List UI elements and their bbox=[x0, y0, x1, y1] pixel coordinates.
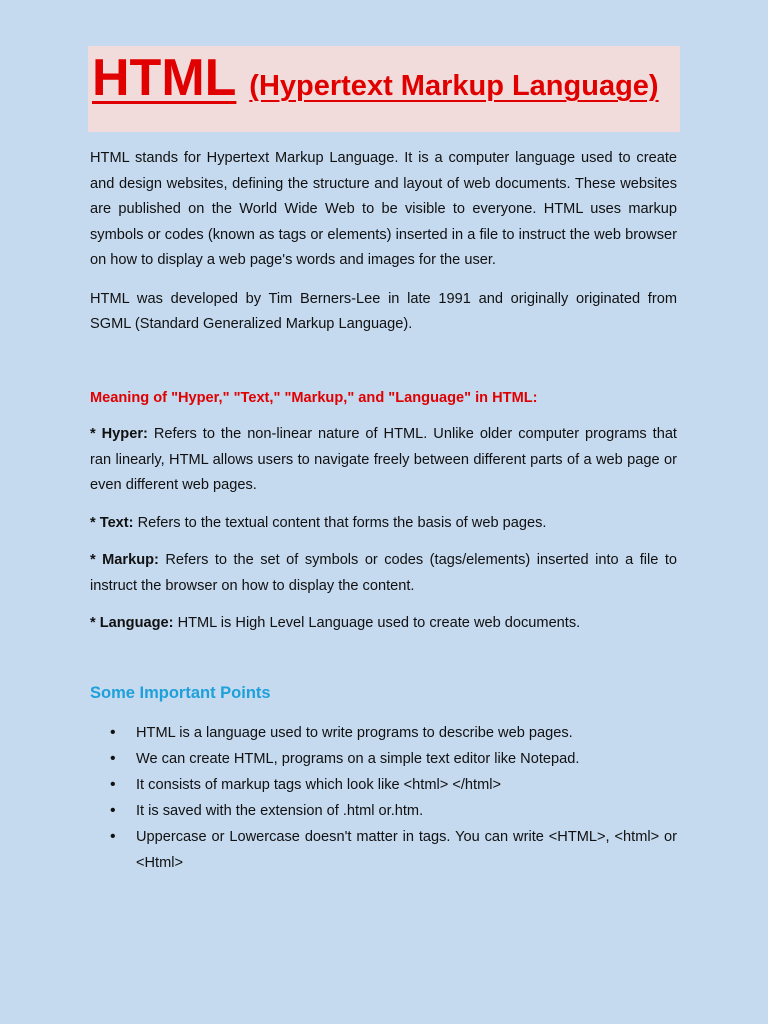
term-label: * Markup: bbox=[90, 552, 159, 568]
meaning-heading: Meaning of "Hyper," "Text," "Markup," and "Language" in HTML: bbox=[90, 389, 538, 406]
intro-paragraph-1: HTML stands for Hypertext Markup Language. It is a computer language used to create and design websites, defining the structure and layout of web documents. These websites are published on the World Wide Web to be visible to everyone. HTML uses markup symbols or codes (known as tags or elements) inserted in a file to instruct the web browser on how to display a web page's words and images for the user. bbox=[90, 150, 677, 268]
list-item: • We can create HTML, programs on a simple text editor like Notepad. bbox=[90, 746, 677, 772]
list-item: • Uppercase or Lowercase doesn't matter in tags. You can write <HTML>, <html> or <Html> bbox=[90, 824, 677, 876]
term-hyper bbox=[90, 422, 677, 499]
term-definition: Refers to the textual content that forms the basis of web pages. bbox=[133, 514, 547, 531]
list-item: • It is saved with the extension of .html or.htm. bbox=[90, 798, 677, 824]
document-body bbox=[90, 146, 677, 876]
term-definition: Refers to the set of symbols or codes (tags/elements) inserted into a file to instruct the browser on how to display the content. bbox=[90, 552, 677, 594]
title-subtitle: (Hypertext Markup Language) bbox=[249, 70, 659, 102]
intro-paragraph-2: HTML was developed by Tim Berners-Lee in late 1991 and originally originated from SGML (Standard Generalized Markup Language). bbox=[90, 290, 677, 332]
term-text bbox=[90, 511, 677, 537]
term-markup bbox=[90, 548, 677, 599]
term-definition: Refers to the non-linear nature of HTML. Unlike older computer programs that ran linearly, HTML allows users to navigate freely between different parts of a web page or even different web pages. bbox=[90, 426, 677, 493]
term-label: * Language: bbox=[90, 615, 174, 631]
points-list bbox=[90, 720, 677, 876]
term-language bbox=[90, 611, 677, 637]
term-definition: HTML is High Level Language used to create web documents. bbox=[173, 615, 581, 631]
list-item: • It consists of markup tags which look like <html> </html> bbox=[90, 772, 677, 798]
title-main: HTML bbox=[92, 49, 237, 107]
points-heading: Some Important Points bbox=[90, 683, 271, 702]
term-label: * Hyper: bbox=[90, 426, 148, 442]
term-label: * Text: bbox=[90, 514, 134, 531]
list-item: • HTML is a language used to write programs to describe web pages. bbox=[90, 720, 677, 746]
page-title bbox=[92, 49, 659, 107]
